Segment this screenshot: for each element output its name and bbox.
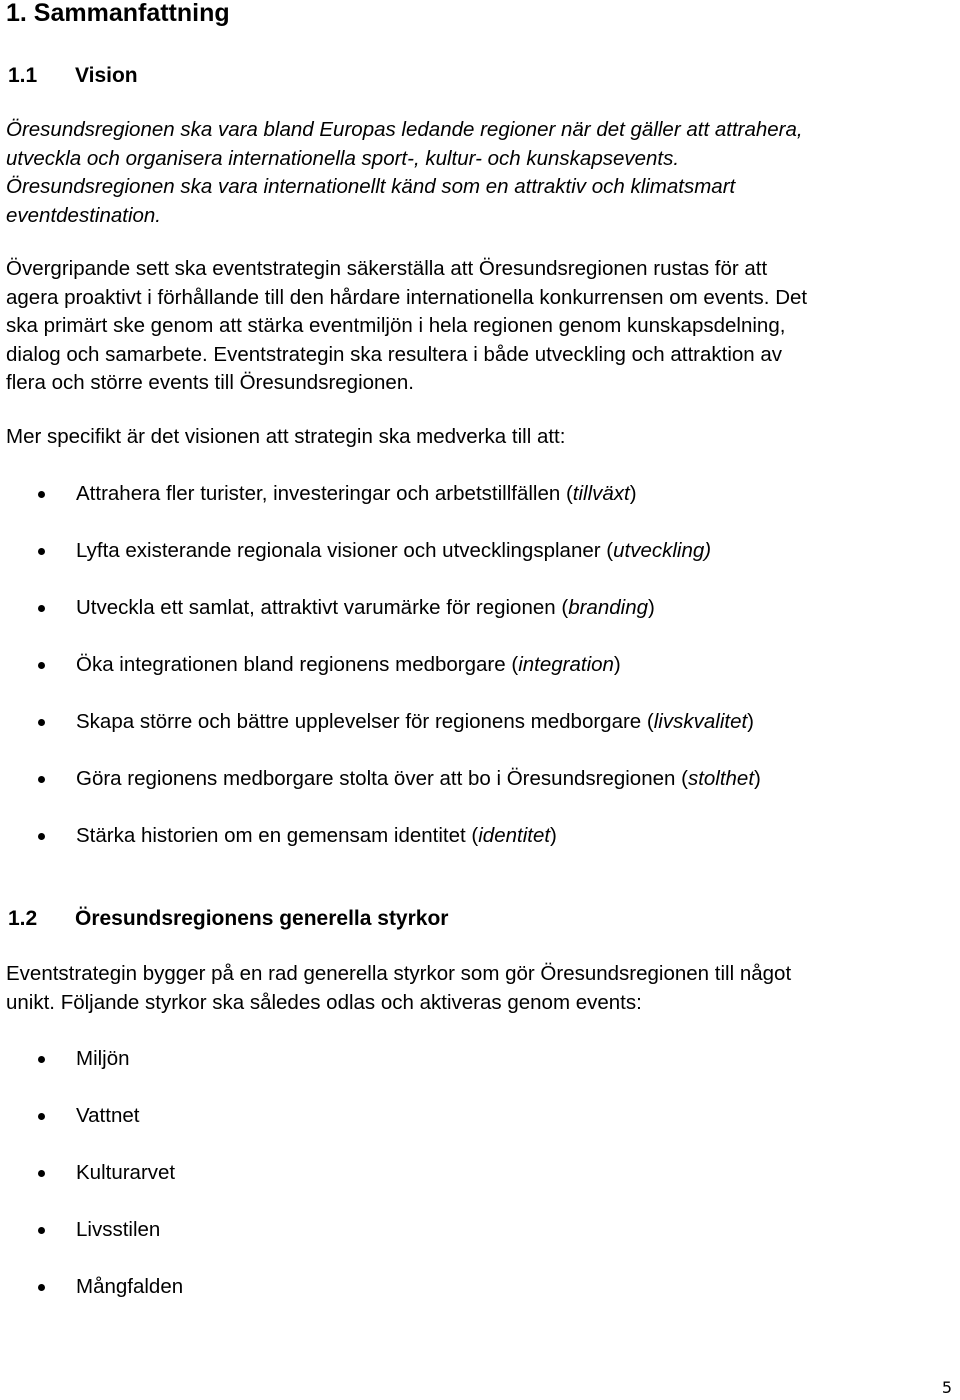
section-title: Vision xyxy=(75,64,138,87)
vision-line: eventdestination. xyxy=(6,203,162,227)
goal-keyword: stolthet xyxy=(687,767,755,790)
list-item-text: Mångfalden xyxy=(76,1275,184,1298)
paragraph-line: flera och större events till Öresundsregionen. xyxy=(6,371,414,394)
vision-line: utveckla och organisera internationella sport-, kultur- och kunskapsevents. xyxy=(6,146,680,170)
bullet-icon xyxy=(38,776,45,783)
list-item-text: Miljön xyxy=(76,1047,130,1070)
bullet-icon xyxy=(38,1227,45,1234)
section-heading-vision xyxy=(8,62,138,90)
list-item-text: Göra regionens medborgare stolta över att bo i Öresundsregionen (stolthet) xyxy=(76,767,761,790)
goal-keyword: integration xyxy=(518,653,614,676)
vision-line: Öresundsregionen ska vara bland Europas ledande regioner när det gäller att attrahera, xyxy=(6,118,803,141)
vision-line: Öresundsregionen ska vara internationellt känd som en attraktiv och klimatsmart xyxy=(6,175,736,198)
strategy-paragraph xyxy=(6,255,807,398)
list-item-text: Öka integrationen bland regionens medborgare (integration) xyxy=(76,653,621,676)
section-number: 1.1 xyxy=(8,64,38,87)
list-item-text: Livsstilen xyxy=(76,1218,161,1241)
paragraph-line: ska primärt ske genom att stärka eventmiljön i hela regionen genom kunskapsdelning, xyxy=(6,314,786,337)
bullet-icon xyxy=(38,1113,45,1120)
bullet-icon xyxy=(38,719,45,726)
list-item-text: Stärka historien om en gemensam identitet (identitet) xyxy=(76,824,557,847)
list-item-text: Vattnet xyxy=(76,1104,140,1127)
list-item-text: Attrahera fler turister, investeringar och arbetstillfällen (tillväxt) xyxy=(76,482,637,505)
paragraph-line: dialog och samarbete. Eventstrategin ska resultera i både utveckling och attraktion av xyxy=(6,342,783,366)
page-title: 1. Sammanfattning xyxy=(6,0,230,27)
list-item-text: Utveckla ett samlat, attraktivt varumärke för regionen (branding) xyxy=(76,596,655,619)
goal-keyword: tillväxt xyxy=(572,482,630,505)
strengths-paragraph xyxy=(6,960,791,1017)
vision-statement xyxy=(6,116,803,230)
list-item-text: Skapa större och bättre upplevelser för regionens medborgare (livskvalitet) xyxy=(76,710,754,733)
goal-keyword: identitet xyxy=(478,824,551,847)
bullet-icon xyxy=(38,491,45,498)
bullet-icon xyxy=(38,1056,45,1063)
goal-keyword: utveckling) xyxy=(613,539,712,562)
bullet-icon xyxy=(38,548,45,555)
paragraph-line: Eventstrategin bygger på en rad generella styrkor som gör Öresundsregionen till något xyxy=(6,962,792,985)
bullet-icon xyxy=(38,1284,45,1291)
section-number: 1.2 xyxy=(8,907,38,930)
page-number: 5 xyxy=(941,1378,952,1397)
section-heading-strengths xyxy=(8,905,448,933)
paragraph-line: agera proaktivt i förhållande till den hårdare internationella konkurrensen om events. Det xyxy=(6,285,808,309)
list-item-text: Lyfta existerande regionala visioner och utvecklingsplaner (utveckling) xyxy=(76,539,712,562)
section-title: Öresundsregionens generella styrkor xyxy=(75,907,449,930)
bullet-icon xyxy=(38,662,45,669)
bullet-icon xyxy=(38,605,45,612)
goal-keyword: branding xyxy=(568,596,648,619)
paragraph-line: unikt. Följande styrkor ska således odlas och aktiveras genom events: xyxy=(6,990,642,1014)
bullet-icon xyxy=(38,1170,45,1177)
bullet-icon xyxy=(38,833,45,840)
goals-intro: Mer specifikt är det visionen att strategin ska medverka till att: xyxy=(6,425,566,448)
paragraph-line: Övergripande sett ska eventstrategin säkerställa att Öresundsregionen rustas för att xyxy=(6,257,768,280)
list-item-text: Kulturarvet xyxy=(76,1161,176,1184)
goal-keyword: livskvalitet xyxy=(653,710,748,733)
